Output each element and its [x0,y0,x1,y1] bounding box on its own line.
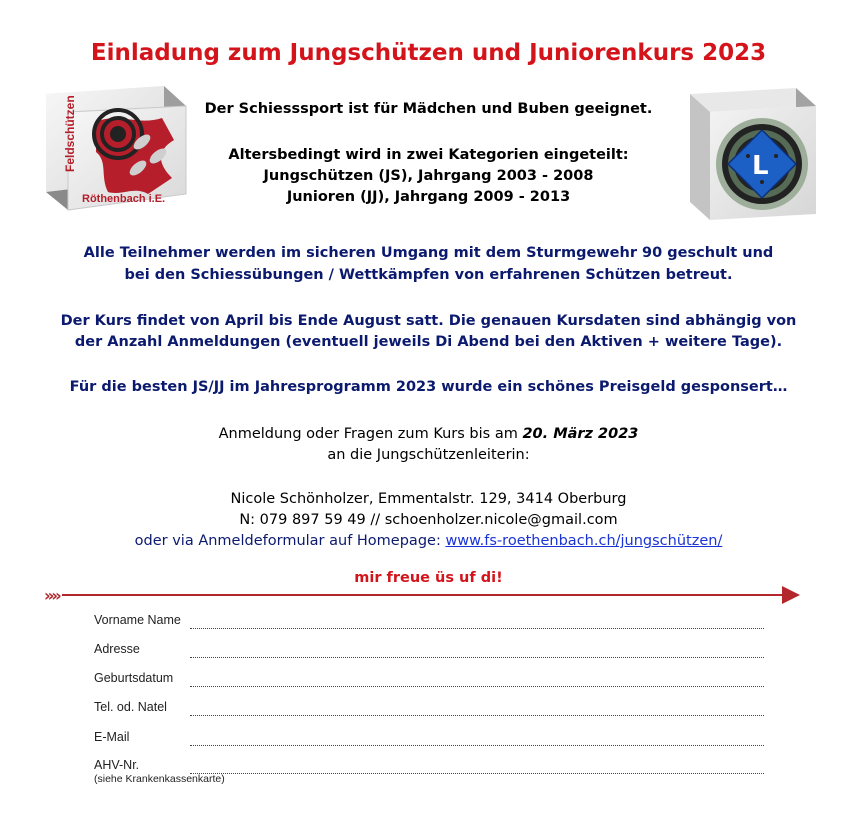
intro-line-3: Jungschützen (JS), Jahrgang 2003 - 2008 [263,168,594,184]
intro-line-1: Der Schiesssport ist für Mädchen und Buben geeignet. [204,101,653,117]
form-label: Adresse [94,642,140,656]
form-row-address[interactable] [94,642,764,660]
form-dotted-line[interactable] [190,772,764,774]
contact-form-line [0,531,857,552]
page-title: Einladung zum Jungschützen und Juniorenkurs 2023 [90,40,767,66]
arrow-chevrons-icon: »» [44,586,59,605]
registration-deadline: 20. März 2023 [522,426,639,442]
form-dotted-line[interactable] [190,744,764,746]
para1-line-1: Alle Teilnehmer werden im sicheren Umgang mit dem Sturmgewehr 90 geschult und [83,245,774,261]
form-label: Tel. od. Natel [94,700,167,714]
form-dotted-line[interactable] [190,656,764,658]
contact-phone-email: N: 079 897 59 49 // schoenholzer.nicole@gmail.com [239,512,618,528]
form-row-name[interactable] [94,613,764,631]
para2-line-2: der Anzahl Anmeldungen (eventuell jeweils Di Abend bei den Aktiven + weitere Tage). [74,334,783,350]
form-label: AHV-Nr. [94,758,140,772]
arrow-line [62,594,787,596]
para1-line-2: bei den Schiessübungen / Wettkämpfen von erfahrenen Schützen betreut. [124,267,733,283]
form-row-birthdate[interactable] [94,671,764,689]
form-row-email[interactable] [94,730,764,748]
registration-line-1 [0,424,857,445]
registration-prefix: Anmeldung oder Fragen zum Kurs bis am [218,426,523,442]
form-label: Vorname Name [94,613,181,627]
form-label: E-Mail [94,730,130,744]
slogan: mir freue üs uf di! [354,570,503,586]
form-label: Geburtsdatum [94,671,174,685]
para2-line-1: Der Kurs findet von April bis Ende August satt. Die genauen Kursdaten sind abhängig von [60,313,797,329]
form-row-phone[interactable] [94,700,764,718]
homepage-link[interactable]: www.fs-roethenbach.ch/jungschützen/ [445,533,723,549]
registration-line-2: an die Jungschützenleiterin: [327,447,530,463]
intro-line-2: Altersbedingt wird in zwei Kategorien eingeteilt: [228,147,629,163]
contact-address: Nicole Schönholzer, Emmentalstr. 129, 3414 Oberburg [230,491,627,507]
logo-letter: L [752,151,769,181]
intro-line-4: Junioren (JJ), Jahrgang 2009 - 2013 [286,189,571,205]
arrow-head-icon [782,586,800,604]
ahv-note: (siehe Krankenkassenkarte) [94,773,225,785]
logo-vertical-text: Feldschützen [63,95,77,172]
form-dotted-line[interactable] [190,714,764,716]
logo-bottom-text: Röthenbach i.E. [82,193,166,205]
para3: Für die besten JS/JJ im Jahresprogramm 2023 wurde ein schönes Preisgeld gesponsert… [69,379,788,395]
contact-form-prefix: oder via Anmeldeformular auf Homepage: [134,533,446,549]
form-dotted-line[interactable] [190,685,764,687]
form-dotted-line[interactable] [190,627,764,629]
